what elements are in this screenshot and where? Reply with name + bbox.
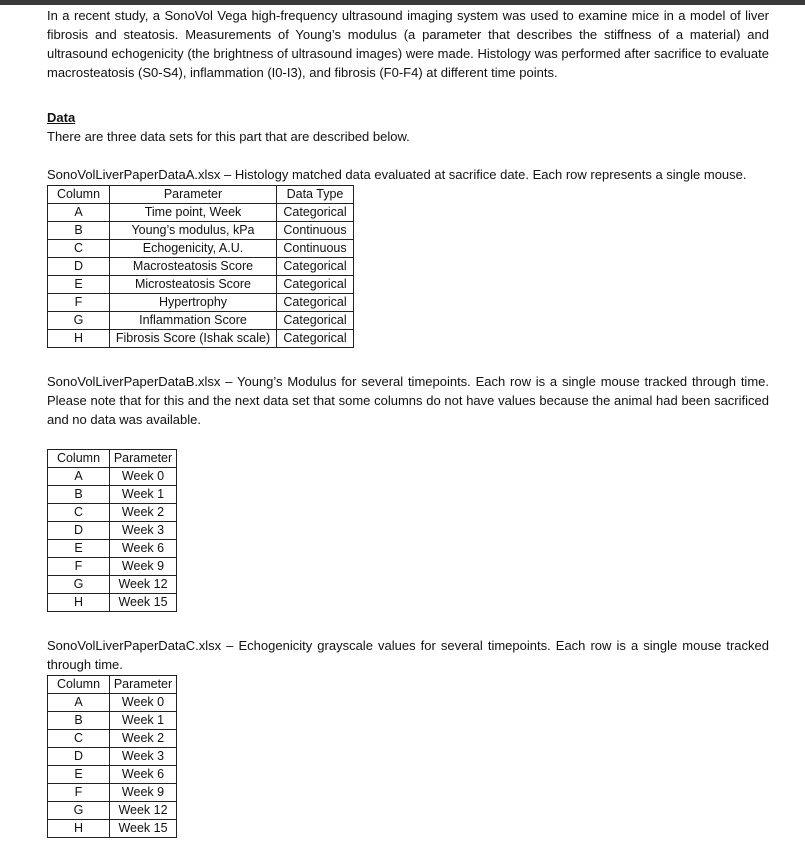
table-cell: B xyxy=(48,712,110,730)
table-cell: Week 0 xyxy=(110,694,177,712)
table-cell: Week 3 xyxy=(110,748,177,766)
table-cell: Hypertrophy xyxy=(110,294,277,312)
table-row xyxy=(48,330,354,348)
table-cell: F xyxy=(48,558,110,576)
dataset-a-table xyxy=(47,185,354,348)
table-cell: E xyxy=(48,540,110,558)
table-cell: Week 6 xyxy=(110,766,177,784)
table-cell: Week 12 xyxy=(110,802,177,820)
table-cell: Inflammation Score xyxy=(110,312,277,330)
table-cell: Continuous xyxy=(277,240,354,258)
table-cell: Echogenicity, A.U. xyxy=(110,240,277,258)
table-cell: A xyxy=(48,694,110,712)
table-row xyxy=(48,276,354,294)
parameter-header: Parameter xyxy=(110,676,177,694)
table-cell: Fibrosis Score (Ishak scale) xyxy=(110,330,277,348)
table-cell: C xyxy=(48,504,110,522)
parameter-header: Parameter xyxy=(110,450,177,468)
table-cell: Categorical xyxy=(277,258,354,276)
table-cell: Week 2 xyxy=(110,730,177,748)
table-row xyxy=(48,522,177,540)
table-row xyxy=(48,258,354,276)
table-cell: Week 1 xyxy=(110,712,177,730)
table-cell: C xyxy=(48,240,110,258)
table-cell: A xyxy=(48,204,110,222)
table-row xyxy=(48,222,354,240)
table-cell: Week 15 xyxy=(110,594,177,612)
table-cell: E xyxy=(48,766,110,784)
dataset-b-table xyxy=(47,449,177,612)
table-row xyxy=(48,468,177,486)
table-row xyxy=(48,204,354,222)
table-row xyxy=(48,694,177,712)
table-cell: F xyxy=(48,294,110,312)
table-row xyxy=(48,594,177,612)
table-row xyxy=(48,294,354,312)
dataset-a-description: SonoVolLiverPaperDataA.xlsx – Histology matched data evaluated at sacrifice date. Each row represents a single mouse. xyxy=(47,167,747,182)
table-row xyxy=(48,486,177,504)
data-section-description: There are three data sets for this part that are described below. xyxy=(47,129,410,144)
table-row xyxy=(48,712,177,730)
table-cell: Time point, Week xyxy=(110,204,277,222)
table-cell: F xyxy=(48,784,110,802)
column-header: Column xyxy=(48,186,110,204)
table-row xyxy=(48,766,177,784)
table-cell: D xyxy=(48,258,110,276)
table-row xyxy=(48,820,177,838)
table-cell: D xyxy=(48,522,110,540)
table-row xyxy=(48,312,354,330)
table-cell: Categorical xyxy=(277,312,354,330)
table-row xyxy=(48,730,177,748)
table-cell: Week 2 xyxy=(110,504,177,522)
table-cell: H xyxy=(48,594,110,612)
table-cell: G xyxy=(48,802,110,820)
table-cell: B xyxy=(48,486,110,504)
data-type-header: Data Type xyxy=(277,186,354,204)
table-cell: A xyxy=(48,468,110,486)
table-cell: H xyxy=(48,330,110,348)
intro-paragraph: In a recent study, a SonoVol Vega high-frequency ultrasound imaging system was used to examine mice in a model of liver fibrosis and steatosis. Measurements of Young’s modulus (a parameter that describes the stiffness of a material) and ultrasound echogenicity (the brightness of ultrasound images) were made. Histology was performed after sacrifice to evaluate macrosteatosis (S0-S4), inflammation (I0-I3), and fibrosis (F0-F4) at different time points. xyxy=(47,8,769,80)
table-row xyxy=(48,576,177,594)
table-cell: G xyxy=(48,312,110,330)
table-header-row xyxy=(48,186,354,204)
table-cell: Categorical xyxy=(277,294,354,312)
table-header-row xyxy=(48,676,177,694)
table-cell: Categorical xyxy=(277,276,354,294)
table-header-row xyxy=(48,450,177,468)
table-row xyxy=(48,802,177,820)
table-cell: H xyxy=(48,820,110,838)
table-cell: Continuous xyxy=(277,222,354,240)
table-row xyxy=(48,558,177,576)
table-cell: Macrosteatosis Score xyxy=(110,258,277,276)
table-cell: B xyxy=(48,222,110,240)
table-cell: E xyxy=(48,276,110,294)
table-cell: Categorical xyxy=(277,204,354,222)
table-cell: Week 9 xyxy=(110,784,177,802)
table-row xyxy=(48,240,354,258)
table-cell: Categorical xyxy=(277,330,354,348)
table-cell: Week 12 xyxy=(110,576,177,594)
column-header: Column xyxy=(48,676,110,694)
table-row xyxy=(48,540,177,558)
table-row xyxy=(48,748,177,766)
table-cell: Week 1 xyxy=(110,486,177,504)
table-cell: Microsteatosis Score xyxy=(110,276,277,294)
table-row xyxy=(48,784,177,802)
table-row xyxy=(48,504,177,522)
table-cell: Week 3 xyxy=(110,522,177,540)
dataset-b-description: SonoVolLiverPaperDataB.xlsx – Young’s Modulus for several timepoints. Each row is a single mouse tracked through time. Please note that for this and the next data set that some columns do not have values because the animal had been sacrificed and no data was available. xyxy=(47,374,769,427)
table-cell: Week 9 xyxy=(110,558,177,576)
table-cell: Week 15 xyxy=(110,820,177,838)
table-cell: D xyxy=(48,748,110,766)
table-cell: Week 6 xyxy=(110,540,177,558)
parameter-header: Parameter xyxy=(110,186,277,204)
dataset-c-table xyxy=(47,675,177,838)
page-top-border xyxy=(0,0,805,5)
table-cell: C xyxy=(48,730,110,748)
dataset-c-description: SonoVolLiverPaperDataC.xlsx – Echogenicity grayscale values for several timepoints. Each row is a single mouse tracked through time. xyxy=(47,638,769,672)
column-header: Column xyxy=(48,450,110,468)
table-cell: Week 0 xyxy=(110,468,177,486)
table-cell: G xyxy=(48,576,110,594)
table-cell: Young’s modulus, kPa xyxy=(110,222,277,240)
data-section-title: Data xyxy=(47,110,76,125)
